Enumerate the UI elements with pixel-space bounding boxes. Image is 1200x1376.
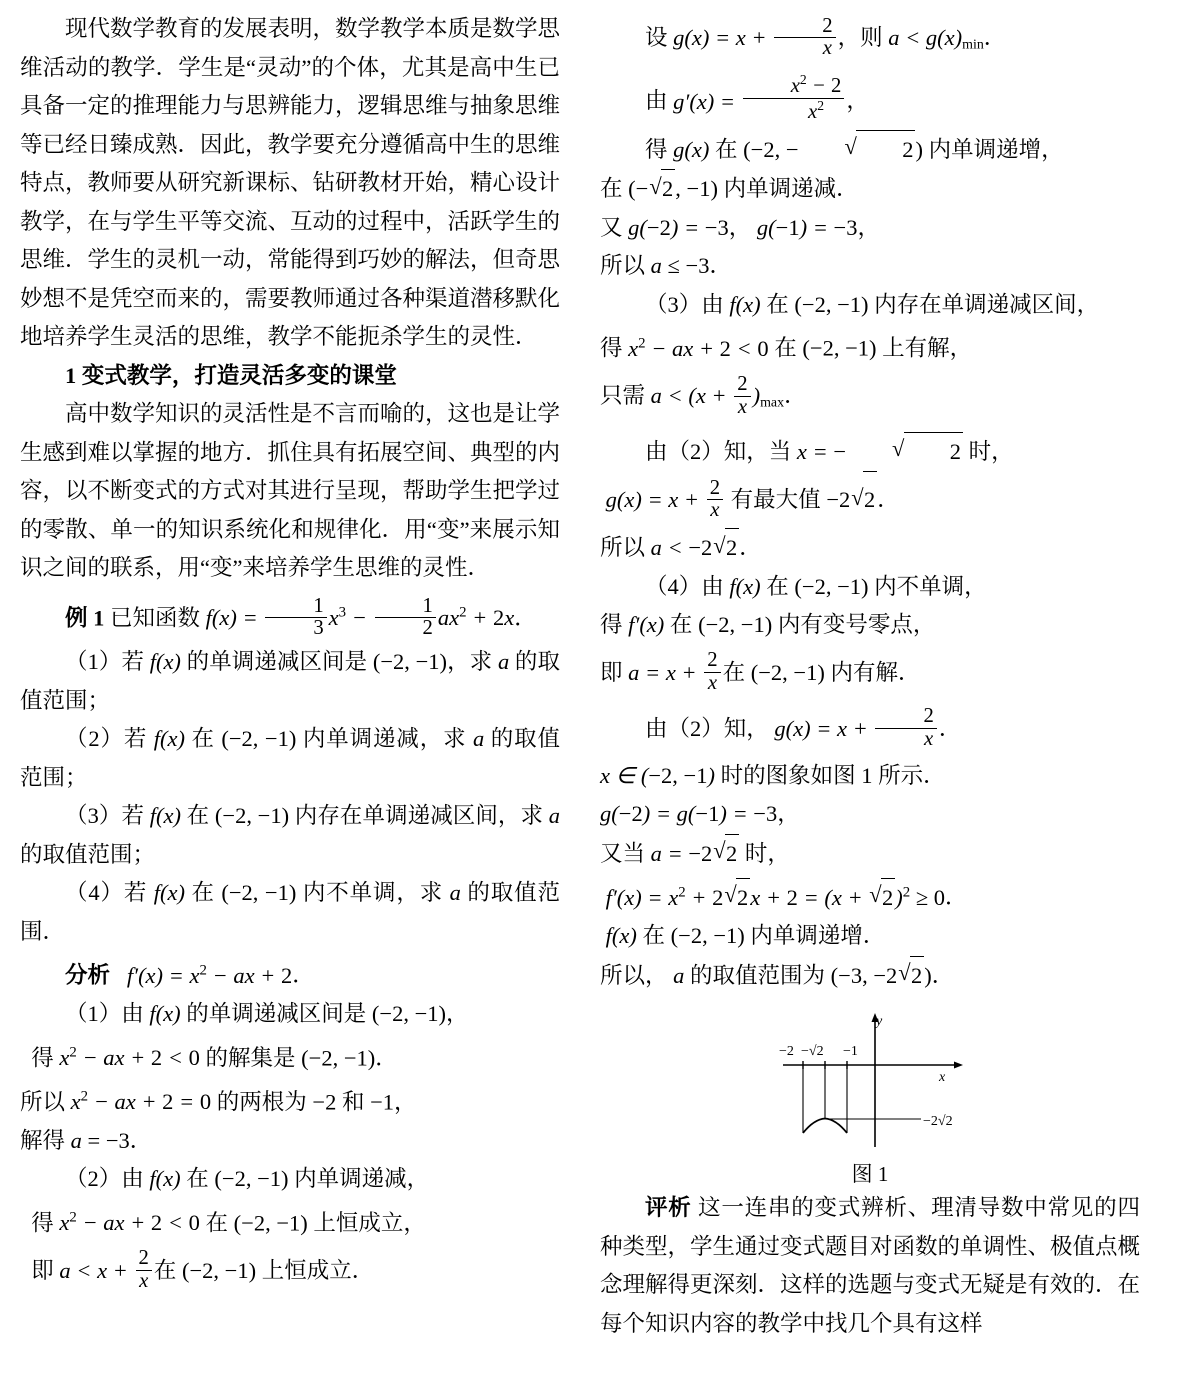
right-line-20: $f'(x) = x^2 + 2$ √ 2x + 2 = (x + √ 2)$^2$ ≥ 0． (600, 873, 1140, 917)
right-line-17: x ∈ (−2, −1) 时的图象如图 1 所示． (600, 762, 946, 788)
axis-x-label: x (939, 1070, 946, 1086)
right-line-1: 设 g(x) = x + $\frac{2}{x}$ ，则 $a < g(x)_{min}$． (645, 14, 1007, 60)
question-item-1: （1）若 f(x) 的单调递减区间是 (−2, −1)，求 a 的取值范围； (20, 649, 560, 713)
figure-graph (725, 1007, 1015, 1157)
question-item-2: （2）若 f(x) 在 (−2, −1) 内单调递减，求 a 的取值范围； (20, 726, 560, 790)
right-line-7: （3）由 f(x) 在 (−2, −1) 内存在单调递减区间， (645, 291, 1100, 317)
right-line-2: 由 g′(x) = $\frac{x^2 - 2}{x^2}$ ， (645, 72, 869, 123)
right-line-3: 得 g(x) 在 (−2, − √ 2) 内单调递增， (600, 130, 1140, 170)
comment-text: 这一连串的变式辨析、理清导数中常见的四种类型，学生通过变式题目对函数的单调性、极值点概念理解得更深刻．这样的选题与变式无疑是有效的．在每个知识内容的教学中找几个具有这样 (600, 1195, 1141, 1336)
right-line-15: 即 a = x + $\frac{2}{x}$ 在 (−2, −1) 内有解． (600, 649, 921, 694)
two-column-layout (20, 0, 1180, 1343)
tick-label-negsqrt2: −√2 (801, 1044, 824, 1060)
right-line-12: 所以 a < −2 √ 2． (600, 528, 1140, 568)
example-prefix: 已知函数 (110, 605, 201, 630)
example-label: 例 1 (65, 605, 105, 630)
analysis-line-5: （2）由 f(x) 在 (−2, −1) 内单调递减， (65, 1166, 430, 1191)
right-line-5: 又 g(−2) = −3， g(−1) = −3， (600, 214, 880, 240)
right-line-4: 在 (− √ 2, −1) 内单调递减． (600, 169, 1140, 209)
tick-label-neg1: −1 (843, 1044, 858, 1060)
analysis-line-1: （1）由 f(x) 的单调递减区间是 (−2, −1)， (65, 1001, 469, 1026)
figure-caption: 图 1 (851, 1162, 889, 1187)
tick-label-neg2sqrt2: −2√2 (923, 1114, 953, 1130)
left-column (20, 10, 580, 1343)
right-line-22: 所以， a 的取值范围为 (−3, −2 √ 2)． (600, 956, 1140, 996)
right-line-10: 由（2）知，当 x = − √ 2 时， (600, 432, 1140, 472)
right-line-6: 所以 a ≤ −3． (600, 253, 732, 279)
example-statement: 例 1 已知函数 f(x) = $\frac{1}{3}$ $x^3$ − $\frac{1}{2}$ $ax^2 + 2x$． (65, 594, 537, 640)
analysis-line-4: 解得 a = −3． (20, 1127, 153, 1153)
section-heading: 1 变式教学，打造灵活多变的课堂 (65, 362, 397, 388)
question-item-4: （4）若 f(x) 在 (−2, −1) 内不单调，求 a 的取值范围． (20, 880, 560, 944)
tick-label-neg2: −2 (779, 1044, 794, 1060)
figure-1 (720, 1007, 1020, 1189)
paragraph-flexibility: 高中数学知识的灵活性是不言而喻的，这也是让学生感到难以掌握的地方．抓住具有拓展空间、典型的内容，以不断变式的方式对其进行呈现，帮助学生把学过的零散、单一的知识系统化和规律化．用“变”来展示知识之间的联系，用“变”来培养学生思维的灵性． (20, 401, 561, 580)
analysis-line-3: 所以 $x^2$ − ax + 2 = 0 的两根为 −2 和 −1， (20, 1088, 417, 1114)
right-line-21: f(x) 在 (−2, −1) 内单调递增． (605, 923, 886, 949)
right-line-11: g(x) = x + $\frac{2}{x}$ 有最大值 −2 √ 2． (600, 471, 1140, 528)
analysis-line-7: 即 a < x + $\frac{2}{x}$ 在 (−2, −1) 上恒成立． (20, 1247, 375, 1292)
analysis-label: 分析 (65, 962, 111, 988)
right-line-13: （4）由 f(x) 在 (−2, −1) 内不单调， (645, 573, 987, 599)
comment-paragraph (600, 1189, 1140, 1343)
comment-label: 评析 (645, 1195, 692, 1221)
axis-y-label: y (876, 1014, 883, 1030)
analysis-line-6: 得 $x^2$ − ax + 2 < 0 在 (−2, −1) 上恒成立， (20, 1209, 426, 1235)
right-column (580, 10, 1140, 1343)
right-line-16: 由（2）知， g(x) = x + $\frac{2}{x}$ ． (645, 705, 962, 750)
right-line-18: g(−2) = g(−1) = −3， (600, 801, 800, 827)
right-line-8: 得 $x^2$ − ax + 2 < 0 在 (−2, −1) 上有解， (600, 335, 973, 361)
analysis-line-2: 得 $x^2$ − ax + 2 < 0 的解集是 (−2, −1)． (20, 1044, 398, 1070)
paragraph-intro: 现代数学教育的发展表明，数学教学本质是数学思维活动的教学．学生是“灵动”的个体，尤其是高中生已具备一定的推理能力与思辨能力，逻辑思维与抽象思维等已经日臻成熟．因此，教学要充分遵循高中生的思维特点，教师要从研究新课标、钻研教材开始，精心设计教学，在与学生平等交流、互动的过程中，活跃学生的思维．学生的灵机一动，常能得到巧妙的解法，但奇思妙想不是凭空而来的，需要教师通过各种渠道潜移默化地培养学生灵活的思维，教学不能扼杀学生的灵性． (20, 16, 561, 349)
example-formula: f(x) = $\frac{1}{3}$ $x^3$ − $\frac{1}{2}$ $ax^2 + 2x$ (205, 594, 515, 640)
analysis-line-0: 分析 $f'(x) = x^2$ − ax + 2． (65, 962, 315, 988)
question-item-3: （3）若 f(x) 在 (−2, −1) 内存在单调递减区间，求 a 的取值范围； (20, 803, 560, 867)
right-line-14: 得 f′(x) 在 (−2, −1) 内有变号零点， (600, 612, 936, 638)
right-line-9: 只需 a < (x + $\frac{2}{x}$ )$_{max}$． (600, 372, 807, 418)
right-line-19: 又当 a = −2 √ 2 时， (600, 834, 1140, 874)
